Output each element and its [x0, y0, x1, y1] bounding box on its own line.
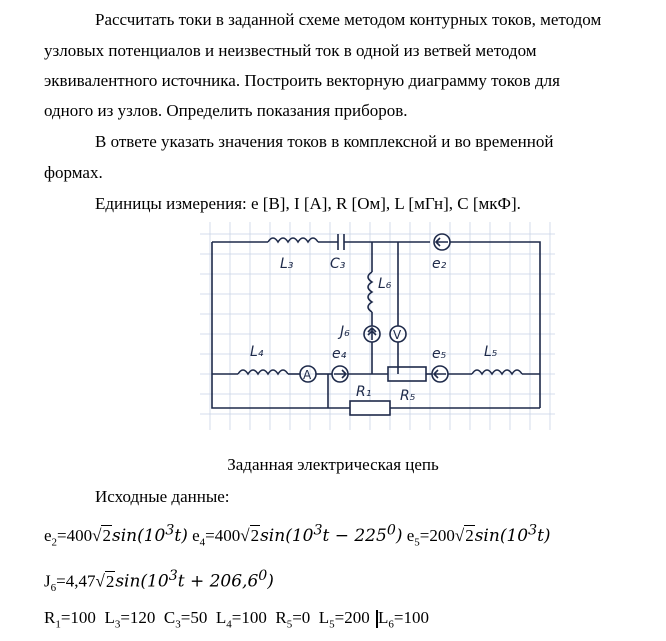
capacitor-C3: [338, 234, 344, 250]
param-R5: $R_5=0$: [275, 608, 311, 631]
params-row: [44, 608, 429, 630]
task-line-1: Рассчитать токи в заданной схеме методом контурных токов, методом: [95, 10, 602, 29]
task-line-6: формах.: [44, 163, 103, 182]
param-L3: $L_3=120$: [104, 608, 156, 631]
inductor-L4: [238, 370, 288, 374]
label-L5: L₅: [484, 344, 498, 360]
equations-row-1: [44, 522, 551, 548]
resistor-R1: [350, 401, 390, 415]
source-e5-arrow: [434, 370, 446, 378]
source-e4-arrow: [334, 370, 346, 378]
ammeter-label: A: [303, 368, 312, 382]
param-L5: $L_5=200$: [318, 608, 370, 631]
task-line-5: В ответе указать значения токов в комплексной и во временной: [95, 132, 554, 151]
grid-paper: [200, 222, 555, 430]
source-e2-arrow: [436, 238, 448, 246]
circuit-diagram: [200, 222, 555, 430]
eq-e2: $e_2=400√2\sin(10^3t)$: [44, 522, 188, 549]
inductor-L3: [268, 238, 318, 242]
label-e4: e₄: [332, 346, 347, 362]
param-C3: $C_3=50$: [163, 608, 208, 631]
wire-top-right: [450, 242, 540, 408]
task-line-2: узловых потенциалов и неизвестный ток в одной из ветвей методом: [44, 41, 537, 60]
source-data-heading: Исходные данные:: [95, 487, 230, 506]
eq-e5: $e_5=200√2\sin(10^3t)$: [406, 522, 551, 549]
param-L6: $L_6=100$: [378, 608, 429, 631]
label-L3: L₃: [280, 256, 294, 272]
label-J6: J₆: [340, 324, 350, 340]
label-e2: e₂: [432, 256, 447, 272]
voltmeter-label: V: [393, 328, 402, 342]
inductor-L5: [472, 370, 522, 374]
label-L4: L₄: [250, 344, 264, 360]
label-R5: R₅: [400, 388, 416, 404]
label-e5: e₅: [432, 346, 447, 362]
units-line: Единицы измерения: e [В], I [А], R [Ом], L [мГн], C [мкФ].: [95, 194, 521, 213]
param-L4: $L_4=100$: [215, 608, 267, 631]
figure-caption: Заданная электрическая цепь: [227, 455, 439, 474]
eq-e4: $e_4=400√2\sin(10^3t - 225^0)$: [192, 522, 403, 549]
label-R1: R₁: [356, 384, 372, 400]
wire-left-bottom: [212, 242, 540, 408]
eq-j6: $J_6=4,47√2\sin(10^3t + 206,6^0)$: [44, 568, 274, 595]
param-R1: $R_1=100$: [44, 608, 96, 631]
label-L6: L₆: [378, 276, 392, 292]
task-line-3: эквивалентного источника. Построить векторную диаграмму токов для: [44, 71, 560, 90]
label-C3: C₃: [330, 256, 346, 272]
task-line-4: одного из узлов. Определить показания приборов.: [44, 101, 408, 120]
current-source-J6-arrows: [368, 328, 376, 340]
